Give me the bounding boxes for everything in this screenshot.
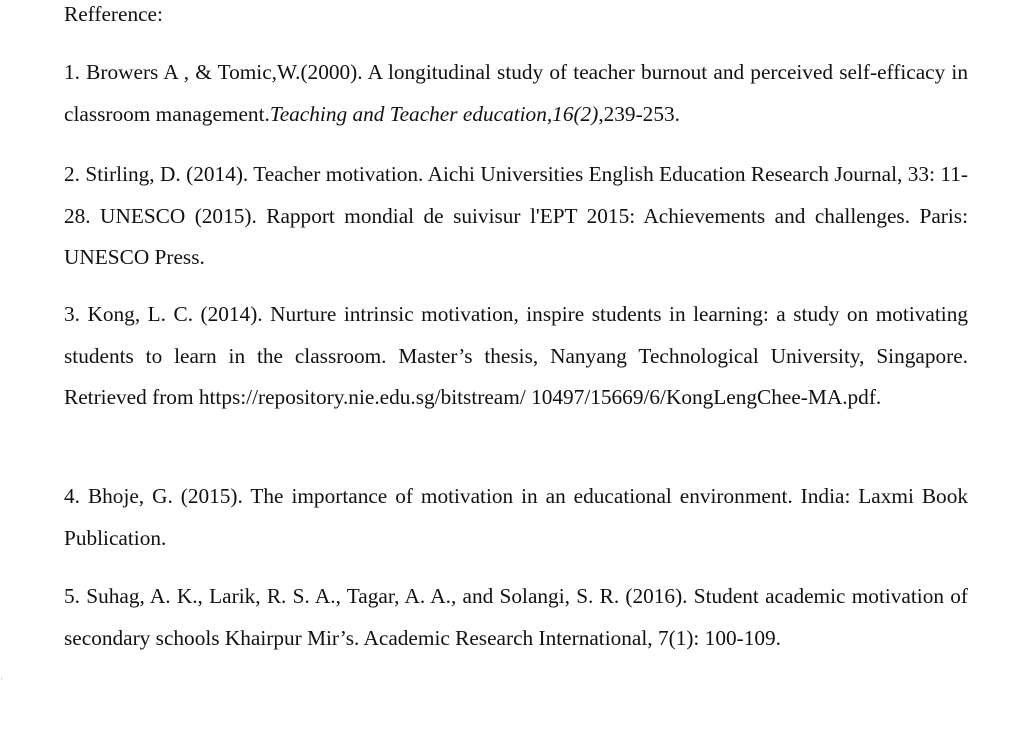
references-heading: Refference: bbox=[64, 2, 163, 26]
reference-url-part-2: 10497/15669/6/KongLengChee-MA.pdf. bbox=[531, 385, 882, 409]
reference-item-1 bbox=[64, 52, 968, 135]
reference-number: 3. bbox=[64, 302, 80, 326]
reference-item-5 bbox=[64, 576, 968, 659]
reference-number: 2. bbox=[64, 162, 80, 186]
reference-text: Suhag, A. K., Larik, R. S. A., Tagar, A. A., and Solangi, S. R. (2016). Student academic motivation of secondary schools Khairpur Mir’s. Academic Research International, 7(1): 100-109. bbox=[64, 584, 969, 650]
reference-text: Kong, L. C. (2014). Nurture intrinsic motivation, inspire students in learning: a study on motivating students to learn in the classroom. Master’s thesis, Nanyang Technological University, Singapore. Retrieved from bbox=[64, 302, 969, 409]
reference-number: 1. bbox=[64, 60, 80, 84]
margin-mark: · bbox=[0, 674, 3, 684]
reference-text: Stirling, D. (2014). Teacher motivation. Aichi Universities English Education Research Journal, 33: 11-28. UNESCO (2015). Rapport mondial de suivisur l'EPT 2015: Achievements and challenges. Paris: UNESCO Press. bbox=[64, 162, 968, 269]
journal-title: Teaching and Teacher education,16(2) bbox=[269, 101, 599, 126]
reference-number: 5. bbox=[64, 584, 80, 608]
reference-number: 4. bbox=[64, 484, 80, 508]
reference-text: Browers A , & Tomic,W.(2000). A longitudinal study of teacher burnout and perceived self-efficacy in classroom management. bbox=[64, 60, 968, 126]
reference-item-4 bbox=[64, 476, 968, 559]
reference-url-part-1: https://repository.nie.edu.sg/bitstream/ bbox=[198, 385, 526, 409]
reference-text: Bhoje, G. (2015). The importance of motivation in an educational environment. India: Laxmi Book Publication. bbox=[64, 484, 968, 550]
reference-item-2 bbox=[64, 154, 968, 279]
reference-item-3 bbox=[64, 294, 968, 419]
reference-pages: ,239-253. bbox=[598, 101, 680, 126]
